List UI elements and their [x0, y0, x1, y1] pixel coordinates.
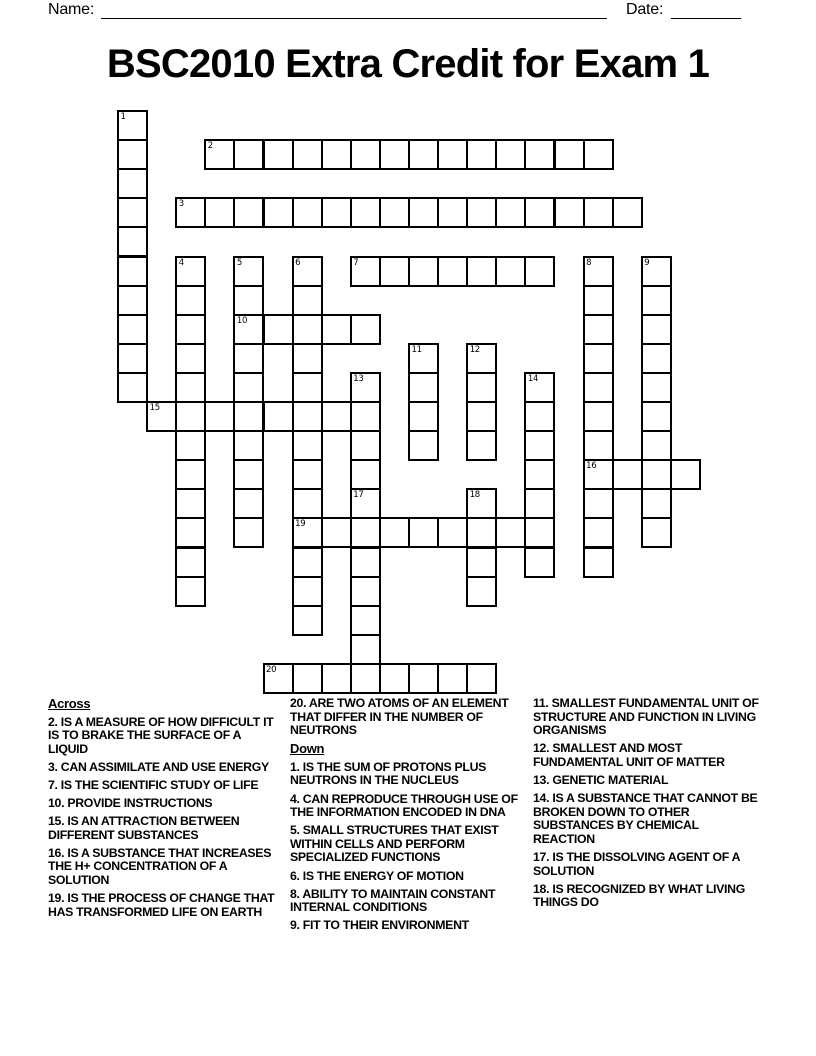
grid-cell[interactable]: [292, 139, 323, 170]
grid-cell[interactable]: [670, 459, 701, 490]
clue-text: IS THE SCIENTIFIC STUDY OF LIFE: [60, 777, 259, 792]
cell-number: 20: [266, 664, 277, 675]
grid-cell[interactable]: [583, 314, 614, 345]
grid-cell[interactable]: [292, 430, 323, 461]
grid-cell[interactable]: [263, 314, 294, 345]
clue-text: CAN ASSIMILATE AND USE ENERGY: [60, 759, 269, 774]
grid-cell[interactable]: [233, 139, 264, 170]
cell-number: 3: [178, 199, 184, 210]
clue-number: 11.: [533, 696, 549, 710]
clue-item: [533, 851, 761, 878]
grid-cell[interactable]: [350, 139, 381, 170]
grid-cell[interactable]: [117, 343, 148, 374]
grid-cell[interactable]: [292, 197, 323, 228]
grid-cell[interactable]: [583, 488, 614, 519]
clue-number: 19.: [48, 891, 65, 906]
grid-cell[interactable]: [437, 197, 468, 228]
grid-cell[interactable]: [292, 663, 323, 694]
clue-text: IS RECOGNIZED BY WHAT LIVING THINGS DO: [533, 881, 746, 910]
clue-number: 14.: [533, 791, 550, 806]
grid-cell[interactable]: [641, 372, 672, 403]
grid-cell[interactable]: [292, 401, 323, 432]
grid-cell[interactable]: [263, 197, 294, 228]
clue-item: [290, 919, 518, 933]
grid-cell[interactable]: [350, 314, 381, 345]
grid-cell[interactable]: [524, 372, 555, 403]
grid-cell[interactable]: [321, 517, 352, 548]
grid-cell[interactable]: [350, 576, 381, 607]
cell-number: 14: [527, 373, 539, 384]
grid-cell[interactable]: [408, 372, 439, 403]
grid-cell[interactable]: [292, 343, 323, 374]
grid-cell[interactable]: [117, 256, 148, 287]
grid-cell[interactable]: [495, 517, 526, 548]
grid-cell[interactable]: [350, 605, 381, 636]
cell-number: 11: [411, 344, 422, 355]
clue-item: [533, 792, 761, 846]
date-label: Date:: [626, 1, 664, 18]
clue-item: [48, 779, 276, 793]
name-label: Name:: [48, 1, 95, 18]
grid-cell[interactable]: [583, 517, 614, 548]
clue-item: [48, 716, 276, 757]
clue-item: [533, 774, 761, 788]
grid-cell[interactable]: [641, 459, 672, 490]
grid-cell[interactable]: [466, 197, 497, 228]
grid-cell[interactable]: [408, 139, 439, 170]
clue-number: 1.: [290, 759, 300, 774]
clue-list-heading: Across: [48, 696, 91, 711]
cell-number: 8: [586, 257, 592, 268]
grid-cell[interactable]: [641, 314, 672, 345]
cell-number: 17: [353, 490, 364, 501]
grid-cell[interactable]: [175, 343, 206, 374]
grid-cell[interactable]: [292, 605, 323, 636]
cell-number: 10: [236, 315, 248, 326]
clue-number: 12.: [533, 741, 550, 756]
clue-item: [290, 870, 518, 884]
clue-column-across: [48, 697, 276, 924]
grid-cell[interactable]: [117, 314, 148, 345]
clue-text: IS A SUBSTANCE THAT CANNOT BE BROKEN DOWN TO OTHER SUBSTANCES BY CHEMICAL REACTION: [533, 791, 758, 846]
clue-item: [290, 888, 518, 915]
grid-cell[interactable]: [146, 401, 177, 432]
grid-cell[interactable]: [466, 343, 497, 374]
clue-text: ABILITY TO MAINTAIN CONSTANT INTERNAL CONDITIONS: [290, 886, 496, 915]
clue-number: 17.: [533, 849, 550, 864]
page-title: BSC2010 Extra Credit for Exam 1: [106, 42, 710, 86]
clue-list-heading: Down: [290, 741, 325, 757]
cell-number: 9: [644, 257, 650, 268]
grid-cell[interactable]: [466, 547, 497, 578]
cell-number: 6: [295, 257, 301, 268]
clue-number: 16.: [48, 845, 65, 860]
grid-cell[interactable]: [466, 430, 497, 461]
grid-cell[interactable]: [292, 256, 323, 287]
grid-cell[interactable]: [408, 663, 439, 694]
grid-cell[interactable]: [117, 168, 148, 199]
grid-cell[interactable]: [466, 139, 497, 170]
grid-cell[interactable]: [321, 139, 352, 170]
cell-number: 18: [469, 490, 480, 501]
clue-text: SMALLEST FUNDAMENTAL UNIT OF STRUCTURE AND FUNCTION IN LIVING ORGANISMS: [533, 696, 759, 738]
grid-cell[interactable]: [350, 517, 381, 548]
grid-cell[interactable]: [233, 488, 264, 519]
clue-text: ARE TWO ATOMS OF AN ELEMENT THAT DIFFER IN THE NUMBER OF NEUTRONS: [290, 696, 509, 738]
grid-cell[interactable]: [583, 372, 614, 403]
grid-cell[interactable]: [524, 430, 555, 461]
grid-cell[interactable]: [524, 197, 555, 228]
clue-number: 15.: [48, 814, 65, 829]
grid-cell[interactable]: [292, 372, 323, 403]
grid-cell[interactable]: [379, 197, 410, 228]
grid-cell[interactable]: [524, 488, 555, 519]
clue-item: [48, 892, 276, 919]
grid-cell[interactable]: [408, 430, 439, 461]
grid-cell[interactable]: [175, 576, 206, 607]
grid-cell[interactable]: [350, 430, 381, 461]
grid-cell[interactable]: [408, 197, 439, 228]
grid-cell[interactable]: [350, 256, 381, 287]
clue-text: SMALLEST AND MOST FUNDAMENTAL UNIT OF MATTER: [533, 741, 725, 769]
grid-cell[interactable]: [233, 314, 264, 345]
grid-cell[interactable]: [583, 430, 614, 461]
clue-item: [533, 742, 761, 769]
grid-cell[interactable]: [583, 401, 614, 432]
grid-cell[interactable]: [175, 488, 206, 519]
grid-cell[interactable]: [583, 285, 614, 316]
grid-cell[interactable]: [321, 197, 352, 228]
grid-cell[interactable]: [175, 459, 206, 490]
grid-cell[interactable]: [175, 547, 206, 578]
cell-number: 19: [295, 519, 306, 530]
grid-cell[interactable]: [408, 343, 439, 374]
grid-cell[interactable]: [583, 343, 614, 374]
grid-cell[interactable]: [612, 459, 643, 490]
grid-cell[interactable]: [350, 547, 381, 578]
clue-number: 8.: [290, 886, 300, 901]
grid-cell[interactable]: [437, 517, 468, 548]
clue-item: [290, 697, 518, 738]
grid-cell[interactable]: [641, 517, 672, 548]
clue-text: IS THE ENERGY OF MOTION: [302, 868, 464, 883]
grid-cell[interactable]: [292, 576, 323, 607]
clue-item: [290, 793, 518, 820]
grid-cell[interactable]: [233, 459, 264, 490]
clue-item: [48, 847, 276, 888]
grid-cell[interactable]: [495, 256, 526, 287]
grid-cell[interactable]: [524, 139, 555, 170]
clue-number: 13.: [533, 772, 550, 787]
grid-cell[interactable]: [466, 576, 497, 607]
grid-cell[interactable]: [175, 430, 206, 461]
clue-text: IS THE PROCESS OF CHANGE THAT HAS TRANSFORMED LIFE ON EARTH: [48, 891, 275, 919]
clue-text: IS AN ATTRACTION BETWEEN DIFFERENT SUBSTANCES: [48, 814, 240, 842]
grid-cell[interactable]: [466, 488, 497, 519]
grid-cell[interactable]: [466, 372, 497, 403]
grid-cell[interactable]: [292, 488, 323, 519]
grid-cell[interactable]: [321, 663, 352, 694]
cell-number: 1: [120, 112, 126, 122]
clue-number: 18.: [533, 881, 550, 896]
clue-text: IS A MEASURE OF HOW DIFFICULT IT IS TO BRAKE THE SURFACE OF A LIQUID: [48, 714, 274, 756]
grid-cell[interactable]: [641, 256, 672, 287]
grid-cell[interactable]: [175, 517, 206, 548]
grid-cell[interactable]: [350, 459, 381, 490]
grid-cell[interactable]: [554, 139, 585, 170]
grid-cell[interactable]: [554, 197, 585, 228]
cell-number: 7: [353, 257, 359, 268]
grid-cell[interactable]: [292, 459, 323, 490]
grid-cell[interactable]: [583, 547, 614, 578]
grid-cell[interactable]: [204, 139, 235, 170]
clue-item: [290, 824, 518, 865]
grid-cell[interactable]: [117, 197, 148, 228]
grid-cell[interactable]: [117, 110, 148, 141]
cell-number: 2: [207, 141, 213, 152]
cell-number: 13: [353, 373, 364, 384]
grid-cell[interactable]: [408, 517, 439, 548]
clue-number: 6.: [290, 868, 300, 883]
grid-cell[interactable]: [233, 256, 264, 287]
grid-cell[interactable]: [233, 430, 264, 461]
grid-cell[interactable]: [292, 547, 323, 578]
clue-item: [533, 883, 761, 910]
grid-cell[interactable]: [117, 372, 148, 403]
grid-cell[interactable]: [466, 663, 497, 694]
clue-item: [48, 761, 276, 775]
grid-cell[interactable]: [583, 459, 614, 490]
grid-cell[interactable]: [204, 401, 235, 432]
grid-cell[interactable]: [233, 401, 264, 432]
clue-number: 10.: [48, 796, 65, 811]
grid-cell[interactable]: [350, 197, 381, 228]
clue-column-middle: [290, 697, 518, 937]
grid-cell[interactable]: [583, 256, 614, 287]
grid-cell[interactable]: [350, 372, 381, 403]
grid-cell[interactable]: [379, 663, 410, 694]
grid-cell[interactable]: [466, 401, 497, 432]
clue-text: IS A SUBSTANCE THAT INCREASES THE H+ CONCENTRATION OF A SOLUTION: [48, 845, 272, 888]
grid-cell[interactable]: [233, 285, 264, 316]
grid-cell[interactable]: [350, 663, 381, 694]
grid-cell[interactable]: [263, 139, 294, 170]
grid-cell[interactable]: [117, 139, 148, 170]
cell-number: 12: [469, 344, 480, 355]
grid-cell[interactable]: [583, 197, 614, 228]
grid-cell[interactable]: [175, 256, 206, 287]
clue-number: 9.: [290, 918, 300, 933]
grid-cell[interactable]: [583, 139, 614, 170]
grid-cell[interactable]: [233, 343, 264, 374]
clue-number: 7.: [48, 777, 58, 792]
grid-cell[interactable]: [641, 343, 672, 374]
grid-cell[interactable]: [263, 401, 294, 432]
clue-item: [48, 797, 276, 811]
clue-text: GENETIC MATERIAL: [552, 772, 669, 787]
grid-cell[interactable]: [437, 256, 468, 287]
grid-cell[interactable]: [379, 517, 410, 548]
grid-cell[interactable]: [524, 401, 555, 432]
grid-cell[interactable]: [350, 634, 381, 665]
grid-cell[interactable]: [641, 430, 672, 461]
clue-number: 3.: [48, 759, 58, 774]
grid-cell[interactable]: [175, 285, 206, 316]
grid-cell[interactable]: [321, 401, 352, 432]
grid-cell[interactable]: [379, 256, 410, 287]
clue-text: SMALL STRUCTURES THAT EXIST WITHIN CELLS AND PERFORM SPECIALIZED FUNCTIONS: [290, 823, 499, 865]
clue-number: 5.: [290, 823, 300, 838]
grid-cell[interactable]: [437, 663, 468, 694]
grid-cell[interactable]: [641, 285, 672, 316]
grid-cell[interactable]: [466, 517, 497, 548]
clue-text: CAN REPRODUCE THROUGH USE OF THE INFORMATION ENCODED IN DNA: [290, 791, 518, 820]
grid-cell[interactable]: [350, 401, 381, 432]
cell-number: 15: [149, 403, 160, 413]
grid-cell[interactable]: [117, 285, 148, 316]
grid-cell[interactable]: [495, 197, 526, 228]
grid-cell[interactable]: [408, 256, 439, 287]
grid-cell[interactable]: [524, 517, 555, 548]
grid-cell[interactable]: [524, 459, 555, 490]
clue-number: 20.: [290, 696, 307, 710]
grid-cell[interactable]: [233, 517, 264, 548]
cell-number: 16: [586, 461, 597, 472]
grid-cell[interactable]: [437, 139, 468, 170]
grid-cell[interactable]: [292, 517, 323, 548]
clue-item: [533, 697, 761, 738]
grid-cell[interactable]: [612, 197, 643, 228]
grid-cell[interactable]: [379, 139, 410, 170]
grid-cell[interactable]: [175, 372, 206, 403]
grid-cell[interactable]: [117, 226, 148, 257]
grid-cell[interactable]: [321, 314, 352, 345]
clue-number: 4.: [290, 791, 300, 806]
grid-cell[interactable]: [233, 197, 264, 228]
grid-cell[interactable]: [175, 401, 206, 432]
clue-text: PROVIDE INSTRUCTIONS: [67, 796, 213, 811]
clue-number: 2.: [48, 714, 58, 729]
grid-cell[interactable]: [175, 197, 206, 228]
clue-item: [290, 761, 518, 788]
grid-cell[interactable]: [495, 139, 526, 170]
grid-cell[interactable]: [233, 372, 264, 403]
grid-cell[interactable]: [408, 401, 439, 432]
grid-cell[interactable]: [641, 401, 672, 432]
clue-text: IS THE DISSOLVING AGENT OF A SOLUTION: [533, 849, 740, 878]
grid-cell[interactable]: [524, 256, 555, 287]
grid-cell[interactable]: [641, 488, 672, 519]
grid-cell[interactable]: [524, 547, 555, 578]
grid-cell[interactable]: [292, 314, 323, 345]
grid-cell[interactable]: [466, 256, 497, 287]
grid-cell[interactable]: [263, 663, 294, 694]
clue-column-down: [533, 697, 761, 914]
grid-cell[interactable]: [350, 488, 381, 519]
clue-text: IS THE SUM OF PROTONS PLUS NEUTRONS IN THE NUCLEUS: [290, 759, 487, 788]
clue-item: [48, 815, 276, 842]
grid-cell[interactable]: [292, 285, 323, 316]
cell-number: 5: [236, 257, 242, 268]
grid-cell[interactable]: [204, 197, 235, 228]
cell-number: 4: [178, 257, 184, 268]
clue-text: FIT TO THEIR ENVIRONMENT: [302, 918, 469, 933]
grid-cell[interactable]: [175, 314, 206, 345]
